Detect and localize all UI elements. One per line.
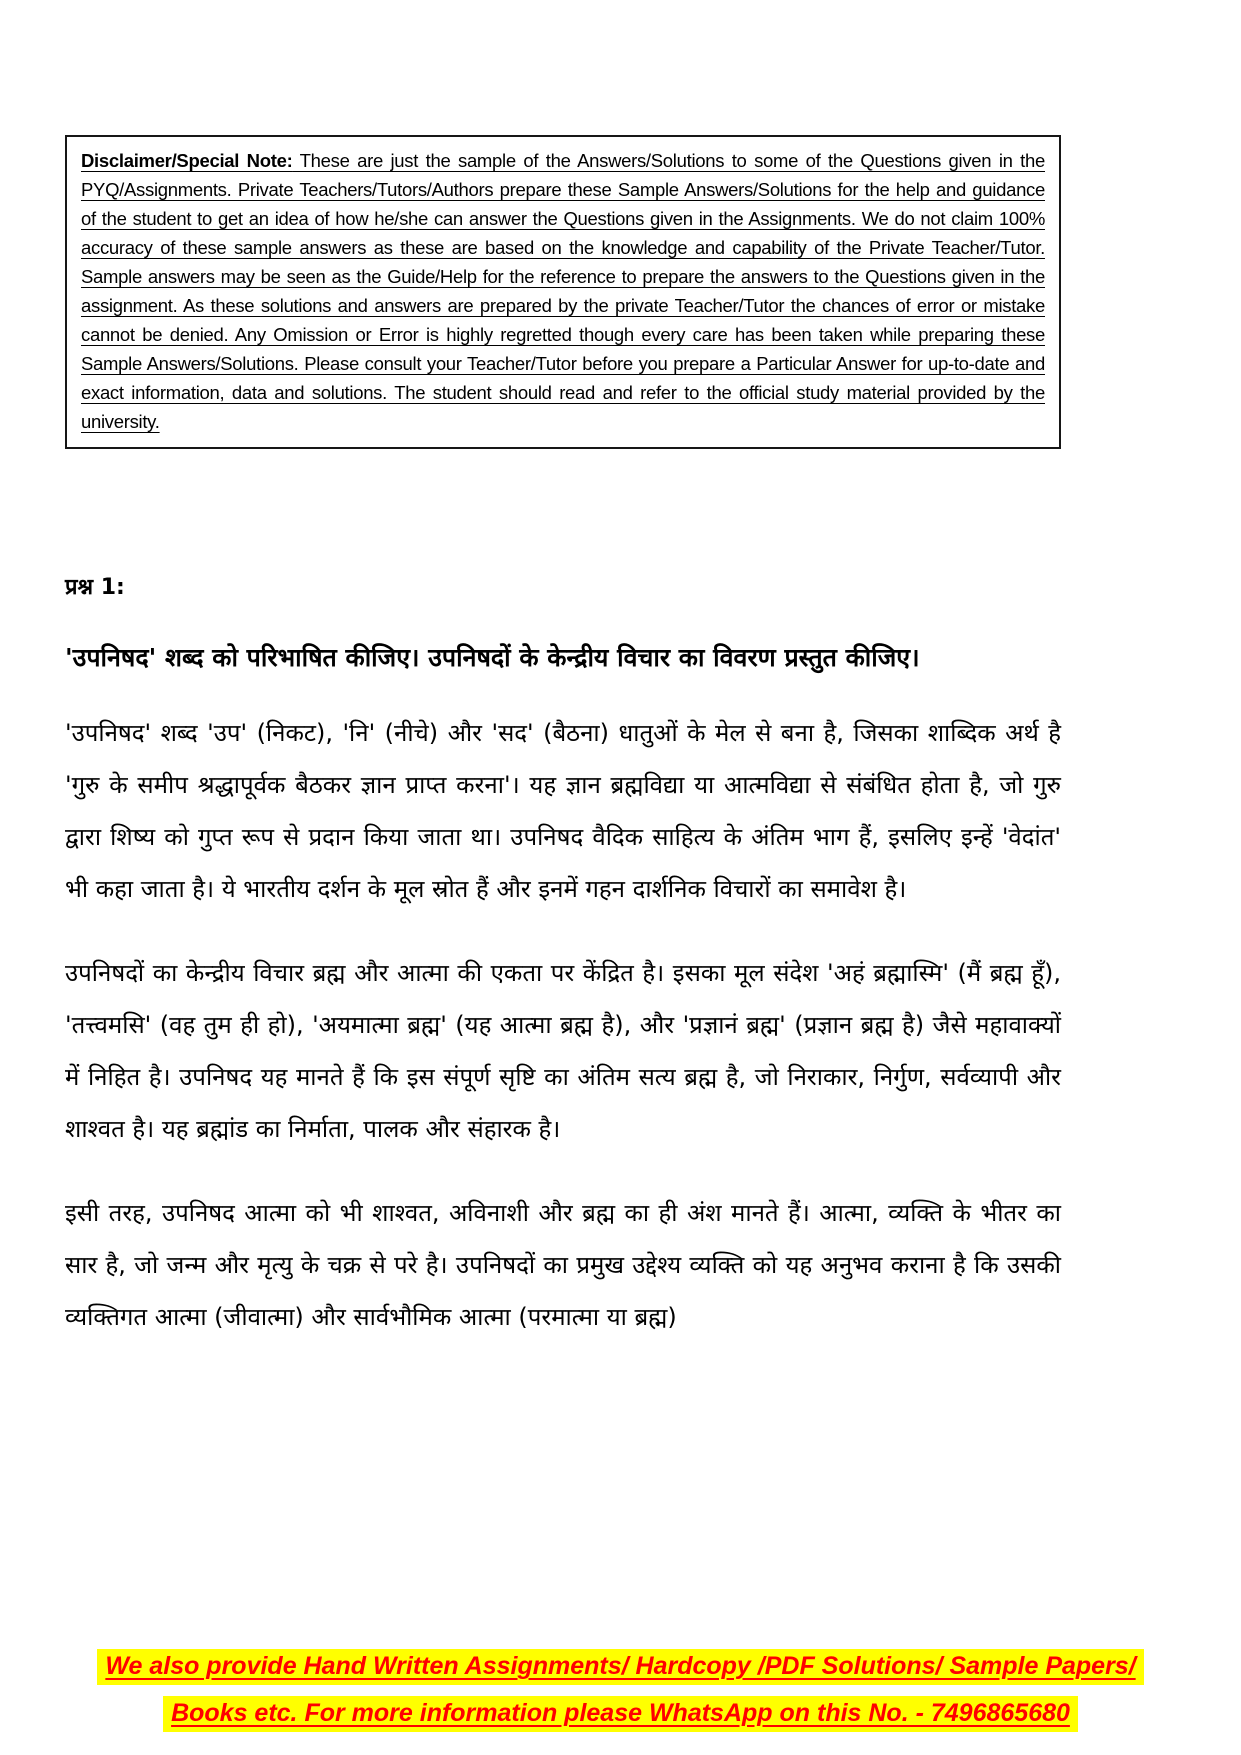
page-content <box>65 0 1061 1343</box>
disclaimer-box <box>65 135 1061 449</box>
question-title: 'उपनिषद' शब्द को परिभाषित कीजिए। उपनिषदों के केन्द्रीय विचार का विवरण प्रस्तुत कीजिए। <box>65 643 920 672</box>
answer-paragraph-1: 'उपनिषद' शब्द 'उप' (निकट), 'नि' (नीचे) और 'सद' (बैठना) धातुओं के मेल से बना है, जिसका शाब्दिक अर्थ है 'गुरु के समीप श्रद्धापूर्वक बैठकर ज्ञान प्राप्त करना'। यह ज्ञान ब्रह्मविद्या या आत्मविद्या से संबंधित होता है, जो गुरु द्वारा शिष्य को गुप्त रूप से प्रदान किया जाता था। उपनिषद वैदिक साहित्य के अंतिम भाग हैं, इसलिए इन्हें 'वेदांत' भी कहा जाता है। ये भारतीय दर्शन के मूल स्रोत हैं और इनमें गहन दार्शनिक विचारों का समावेश है। <box>65 719 1061 903</box>
disclaimer-body: These are just the sample of the Answers/Solutions to some of the Questions given in the PYQ/Assignments. Private Teachers/Tutors/Authors prepare these Sample Answers/Solutions for the help and guidance of the student to get an idea of how he/she can answer the Questions given in the Assignments. We do not claim 100% accuracy of these sample answers as these are based on the knowledge and capability of the Private Teacher/Tutor. Sample answers may be seen as the Guide/Help for the reference to prepare the answers to the Questions given in the assignment. As these solutions and answers are prepared by the private Teacher/Tutor the chances of error or mistake cannot be denied. Any Omission or Error is highly regretted though every care has been taken while preparing these Sample Answers/Solutions. Please consult your Teacher/Tutor before you prepare a Particular Answer for up-to-date and exact information, data and solutions. The student should read and refer to the official study material provided by the university. <box>81 150 1045 432</box>
promo-footer <box>0 1643 1241 1737</box>
question-number-label: प्रश्न 1: <box>65 575 125 600</box>
answer-paragraph-3: इसी तरह, उपनिषद आत्मा को भी शाश्वत, अविनाशी और ब्रह्म का ही अंश मानते हैं। आत्मा, व्यक्ति के भीतर का सार है, जो जन्म और मृत्यु के चक्र से परे है। उपनिषदों का प्रमुख उद्देश्य व्यक्ति को यह अनुभव कराना है कि उसकी व्यक्तिगत आत्मा (जीवात्मा) और सार्वभौमिक आत्मा (परमात्मा या ब्रह्म) <box>65 1199 1061 1331</box>
answer-paragraph-2: उपनिषदों का केन्द्रीय विचार ब्रह्म और आत्मा की एकता पर केंद्रित है। इसका मूल संदेश 'अहं ब्रह्मास्मि' (मैं ब्रह्म हूँ), 'तत्त्वमसि' (वह तुम ही हो), 'अयमात्मा ब्रह्म' (यह आत्मा ब्रह्म है), और 'प्रज्ञानं ब्रह्म' (प्रज्ञान ब्रह्म है) जैसे महावाक्यों में निहित है। उपनिषद यह मानते हैं कि इस संपूर्ण सृष्टि का अंतिम सत्य ब्रह्म है, जो निराकार, निर्गुण, सर्वव्यापी और शाश्वत है। यह ब्रह्मांड का निर्माता, पालक और संहारक है। <box>65 959 1061 1143</box>
disclaimer-label: Disclaimer/Special Note: <box>81 150 293 171</box>
promo-footer-line-1 <box>0 1643 1241 1690</box>
promo-footer-line-1-text: We also provide Hand Written Assignments/ Hardcopy /PDF Solutions/ Sample Papers/ <box>97 1649 1143 1685</box>
promo-footer-line-2-text: Books etc. For more information please WhatsApp on this No. - 7496865680 <box>163 1696 1078 1732</box>
promo-footer-line-2 <box>0 1690 1241 1737</box>
disclaimer-text <box>81 146 1045 436</box>
